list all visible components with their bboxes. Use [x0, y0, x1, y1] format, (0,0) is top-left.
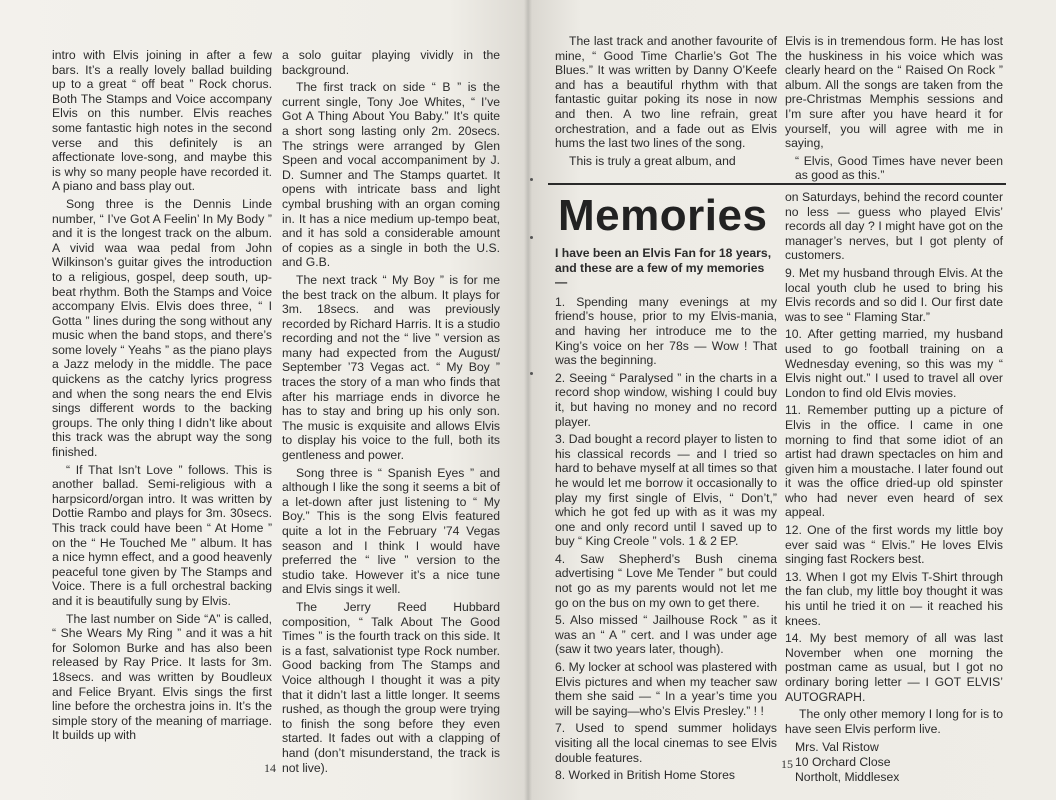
- paragraph: This is truly a great album, and: [569, 153, 736, 168]
- paragraph: The last track and another favourite of mine, “ Good Time Charlie’s Got The Blues.” It was written by Danny O’Keefe and has a beautiful rhythm with that fantastic guitar poking its nose in now and then. A two line refrain, great orchestration, and a fade out as Elvis hums the last two lines of the song.: [555, 34, 777, 151]
- list-item: 3. Dad bought a record player to listen to his classical records — and I tried so hard to behave myself at all times so that he would let me borrow it occasionally to play my first single of Elvis, “ Don’t,” which he got fed up with as it was my one and only record until I saved up to buy “ King Creole ” vols. 1 & 2 EP.: [555, 432, 777, 549]
- list-item: 11. Remember putting up a picture of Elvis in the office. I came in one morning to find that some idiot of an artist had drawn spectacles on him and given him a moustache. I later found out it was the office dried-up old spinster who had never even heard of sex appeal.: [785, 403, 1003, 520]
- list-item: 7. Used to spend summer holidays visiting all the local cinemas to see Elvis double features.: [555, 721, 777, 765]
- list-item: 12. One of the first words my little boy ever said was “ Elvis.” He loves Elvis singing fast Rockers best.: [785, 523, 1003, 567]
- right-page-column-2: [785, 34, 1003, 186]
- binding-gutter: [524, 0, 532, 800]
- page-number: 15: [781, 757, 793, 771]
- signoff-address-line: 10 Orchard Close: [795, 754, 891, 769]
- list-item: 9. Met my husband through Elvis. At the local youth club he used to bring his Elvis records and so did I. Our first date was to see “ Flaming Star.”: [785, 265, 1003, 324]
- paragraph: a solo guitar playing vividly in the background.: [282, 48, 500, 77]
- signoff-name: Mrs. Val Ristow: [795, 740, 879, 755]
- paragraph: Song three is “ Spanish Eyes ” and although I like the song it seems a bit of a let-down after just listening to “ My Boy.” This is the song Elvis featured quite a lot in the February ’74 Vegas season and I think I would have preferred the “ live ” version to the studio take. However it’s a nice tune and Elvis sings it well.: [282, 465, 500, 597]
- right-page: [528, 0, 1056, 800]
- paragraph: The first track on side “ B ” is the current single, Tony Joe Whites, “ I’ve Got A Thing About You Baby.” It’s quite a short song lasting only 2m. 20secs. The strings were arranged by Glen Speen and vocal accompaniment by J. D. Sumner and The Stamps quartet. It opens with intricate bass and light cymbal brushing with an organ coming in. It has a nice medium up-tempo beat, and it has sold a considerable amount of copies as a single in both the U.S. and G.B.: [282, 80, 500, 270]
- section-title: Memories: [558, 191, 768, 240]
- list-item: 10. After getting married, my husband used to go football training on a Wednesday evening, so this was my “ Elvis night out.” I used to travel all over London to find old Elvis movies.: [785, 327, 1003, 400]
- staple-mark: [530, 372, 533, 375]
- list-item: 8. Worked in British Home Stores: [555, 768, 735, 783]
- paragraph: intro with Elvis joining in after a few bars. It’s a really lovely ballad building up to a great “ off beat ” Rock chorus. Both The Stamps and Voice accompany Elvis on this number. Elvis reaches some fantastic high notes in the second verse and this definitely is an affectionate love-song, and maybe this is why so many people have recorded it. A piano and bass play out.: [52, 48, 272, 194]
- right-page-column-1: [555, 34, 777, 171]
- page-number: 14: [264, 761, 276, 775]
- staple-mark: [530, 236, 533, 239]
- paragraph: The next track “ My Boy ” is for me the best track on the album. It plays for 3m. 18secs. and was previously recorded by Richard Harris. It is a studio recording and not the “ live ” version as many had expected from the August/ September ’73 Vegas act. “ My Boy ” traces the story of a man who finds that after his marriage ends in divorce he has to stay and bring up his only son. The music is exquisite and allows Elvis to display his voice to the full, both its gentleness and power.: [282, 272, 500, 463]
- quote: “ Elvis, Good Times have never been as good as this.”: [795, 153, 1003, 183]
- left-page-column-2: [282, 48, 500, 778]
- section-divider: [548, 183, 1006, 185]
- list-item: 1. Spending many evenings at my friend’s house, prior to my Elvis-mania, and having her introduce me to the King’s voice on her 78s — Wow ! That was the beginning.: [555, 294, 777, 368]
- list-item: 14. My best memory of all was last November when one morning the postman came as usual, but I got no ordinary boring letter — I GOT ELVIS’ AUTOGRAPH.: [785, 631, 1003, 704]
- paragraph: Song three is the Dennis Linde number, “ I’ve Got A Feelin’ In My Body ” and it is the longest track on the album. A vivid waa waa pedal from John Wilkinson’s guitar gives the introduction to a religious, gospel, deep south, up-beat rhythm. Both the Stamps and Voice accompany Elvis. Elvis does three, “ I Gotta ” lines during the song without any music when the band stops, and there’s some lovely “ Yeahs ” as the piano plays a Jazz melody in the middle. The pace quickens as the catchy lyrics progress and when the song nears the end Elvis sings different words to the backing groups. The only thing I didn’t like about this track was the abrupt way the song finished.: [52, 196, 272, 460]
- paragraph: Elvis is in tremendous form. He has lost the huskiness in his voice which was clearly heard on the “ Raised On Rock ” album. All the songs are taken from the pre-Christmas Memphis sessions and I’m sure after you have heard it for yourself, you will agree with me in saying,: [785, 34, 1003, 151]
- left-page-column-1: [52, 48, 272, 746]
- list-item: 13. When I got my Elvis T-Shirt through the fan club, my little boy thought it was his until he tried it on — it reached his knees.: [785, 569, 1003, 628]
- list-item: on Saturdays, behind the record counter no less — guess who played Elvis’ records all day ? I might have got on the manager’s nerves, but I got plenty of customers.: [785, 190, 1003, 263]
- memories-column-1: [555, 246, 777, 786]
- list-item: 5. Also missed “ Jailhouse Rock ” as it was an “ A ” cert. and I was under age (saw it two years later, though).: [555, 613, 777, 657]
- list-item: 6. My locker at school was plastered with Elvis pictures and when my teacher saw them she said — “ In a year’s time you will be saying—who’s Elvis Presley.” ! !: [555, 660, 777, 718]
- paragraph: The last number on Side “A” is called, “ She Wears My Ring ” and it was a hit for Solomon Burke and has also been released by Ray Price. It lasts for 3m. 18secs. and was written by Boudleux and Felice Bryant. Elvis sings the first line before the orchestra joins in. It’s the simple story of the meaning of marriage. It builds up with: [52, 611, 272, 743]
- memories-intro: I have been an Elvis Fan for 18 years, and these are a few of my memories —: [555, 246, 772, 290]
- list-item: 4. Saw Shepherd’s Bush cinema advertising “ Love Me Tender ” but could not go as my parents would not let me go on the bus on my own to get there.: [555, 551, 777, 610]
- signoff-address-line: Northolt, Middlesex: [795, 769, 900, 784]
- list-item: 2. Seeing “ Paralysed ” in the charts in a record shop window, wishing I could buy it, but having no money and no record player.: [555, 370, 777, 429]
- paragraph: The Jerry Reed Hubbard composition, “ Talk About The Good Times ” is the fourth track on this side. It is a fast, salvationist type Rock number. Good backing from The Stamps and Voice although I thought it was a pity that it didn’t last a little longer. It seems rushed, as though the group were trying to finish the song before they even started. It fades out with a clapping of hand (don’t misunderstand, the track is not live).: [282, 599, 500, 775]
- signoff: [785, 740, 1003, 784]
- memories-column-2: [785, 190, 1003, 784]
- paragraph: “ If That Isn’t Love ” follows. This is another ballad. Semi-religious with a harpsicord/organ intro. It was written by Dottie Rambo and plays for 3m. 30secs. This track could have been “ At Home ” on the “ He Touched Me ” album. It has a nice hymn effect, and a good heavenly peaceful tone given by The Stamps and Voice. There is a full orchestral backing and it is beautifully sung by Elvis.: [52, 462, 272, 608]
- paragraph: The only other memory I long for is to have seen Elvis perform live.: [785, 707, 1003, 736]
- staple-mark: [530, 178, 533, 181]
